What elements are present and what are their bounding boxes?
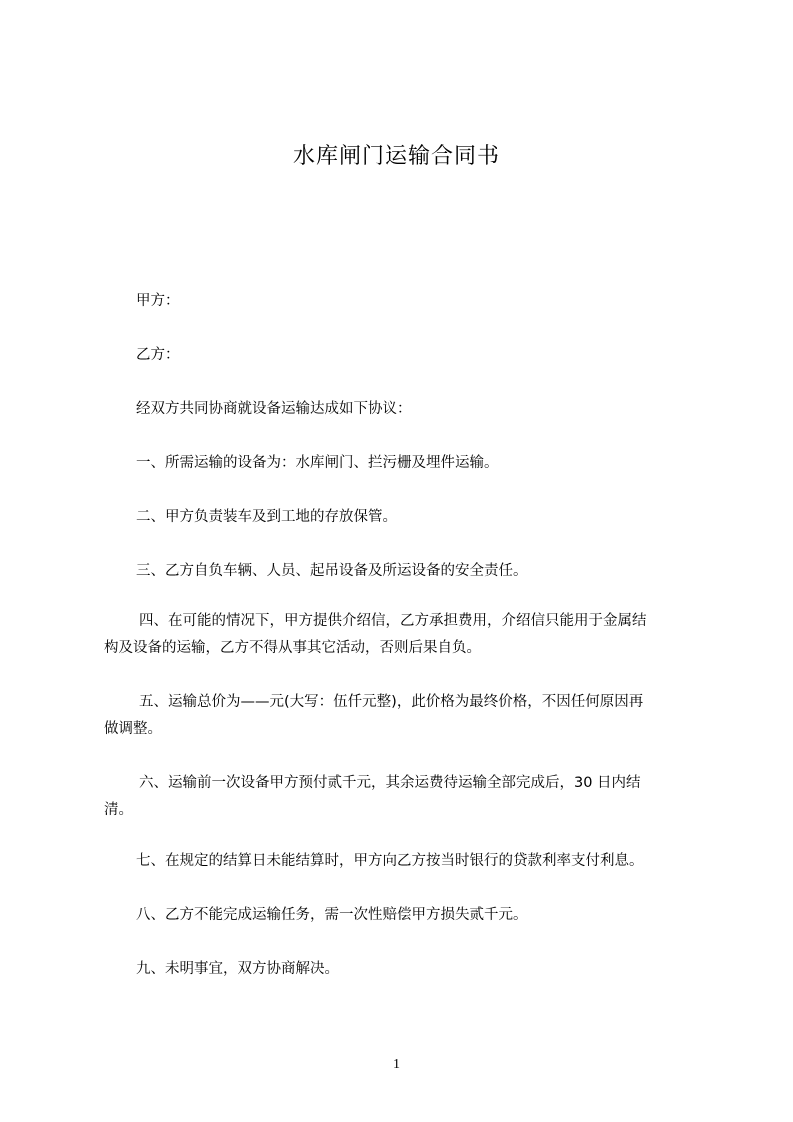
clause-6-line-2: 清。 bbox=[104, 802, 133, 818]
clause-5-line-1: 五、运输总价为——元(大写：伍仟元整)，此价格为最终价格，不因任何原因再 bbox=[139, 694, 644, 710]
clause-9: 九、未明事宜，双方协商解决。 bbox=[136, 961, 339, 977]
party-a-label: 甲方： bbox=[136, 293, 180, 309]
party-b-label: 乙方： bbox=[136, 347, 180, 363]
clause-4 bbox=[104, 608, 704, 662]
clause-4-line-2: 构及设备的运输，乙方不得从事其它活动，否则后果自负。 bbox=[104, 640, 481, 656]
clause-2: 二、甲方负责装车及到工地的存放保管。 bbox=[136, 509, 397, 525]
clause-5-line-2: 做调整。 bbox=[104, 721, 162, 737]
clause-1: 一、所需运输的设备为：水库闸门、拦污栅及埋件运输。 bbox=[136, 455, 499, 471]
page-number: 1 bbox=[393, 1057, 400, 1072]
clause-6 bbox=[104, 770, 704, 824]
clause-5 bbox=[104, 689, 704, 743]
clause-8: 八、乙方不能完成运输任务，需一次性赔偿甲方损失贰千元。 bbox=[136, 907, 528, 923]
clause-3: 三、乙方自负车辆、人员、起吊设备及所运设备的安全责任。 bbox=[136, 563, 528, 579]
intro-paragraph: 经双方共同协商就设备运输达成如下协议： bbox=[136, 401, 412, 417]
clause-6-line-1: 六、运输前一次设备甲方预付贰千元，其余运费待运输全部完成后，30 日内结 bbox=[139, 775, 641, 791]
clause-7: 七、在规定的结算日未能结算时，甲方向乙方按当时银行的贷款利率支付利息。 bbox=[136, 853, 644, 869]
clause-4-line-1: 四、在可能的情况下，甲方提供介绍信，乙方承担费用，介绍信只能用于金属结 bbox=[139, 613, 647, 629]
document-title: 水库闸门运输合同书 bbox=[292, 144, 500, 169]
